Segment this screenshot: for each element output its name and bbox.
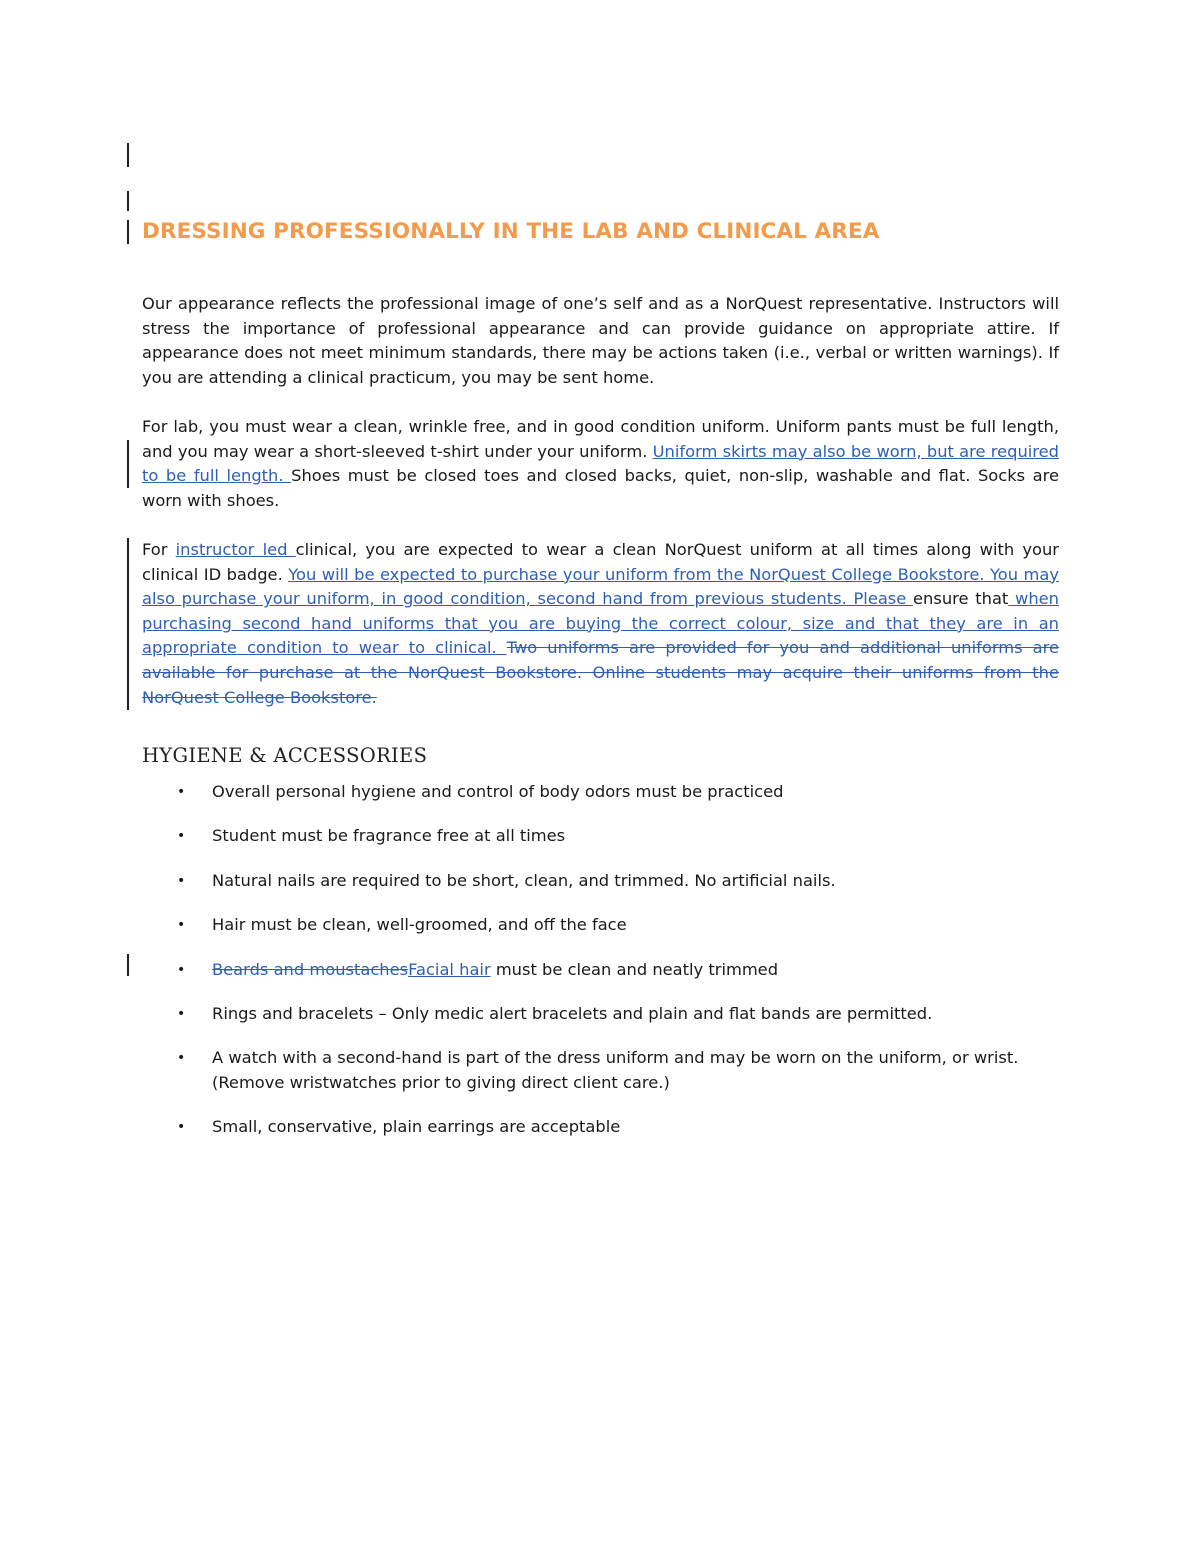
- list-item-text: Rings and bracelets – Only medic alert bracelets and plain and flat bands are permitted.: [212, 1004, 933, 1024]
- tracked-insertion: Facial hair: [408, 959, 491, 979]
- document-page: [142, 212, 1059, 1160]
- bullet-icon: •: [177, 872, 186, 889]
- paragraph-clinical-text-b: clinical, you are expected to wear a clean NorQuest uniform at all times along with your clinical ID badge.: [142, 539, 1059, 584]
- list-item: [142, 869, 1059, 894]
- bullet-icon: •: [177, 917, 186, 934]
- tracked-insertion: Uniform skirts may also be worn, but are required to be full length.: [142, 441, 1059, 486]
- list-item: [142, 780, 1059, 805]
- revision-bar-paragraph2: [127, 440, 129, 488]
- revision-bar-bullet5: [127, 954, 129, 976]
- paragraph-clinical-uniform: [142, 538, 1059, 710]
- list-item-text: must be clean and neatly trimmed: [490, 959, 779, 979]
- list-item-text: Natural nails are required to be short, clean, and trimmed. No artificial nails.: [212, 870, 836, 890]
- tracked-insertion: You will be expected to purchase your uniform from the NorQuest College Bookstore. You may also purchase your uniform, in good condition, second hand from previous students. Please: [142, 564, 1059, 609]
- paragraph-appearance: Our appearance reflects the professional image of one’s self and as a NorQuest representative. Instructors will stress the importance of professional appearance and can provide guidance on appropriate attire. If appearance does not meet minimum standards, there may be actions taken (i.e., verbal or written warnings). If you are attending a clinical practicum, you may be sent home.: [142, 294, 1059, 387]
- list-item: [142, 1046, 1059, 1095]
- paragraph-clinical-text-c: ensure that: [913, 589, 1009, 609]
- list-item-text: Small, conservative, plain earrings are acceptable: [212, 1117, 621, 1137]
- tracked-deletion: Two uniforms are provided for you and additional uniforms are available for purchase at the NorQuest Bookstore. Online students may acquire their uniforms from the NorQuest College Bookstore.: [142, 638, 1059, 707]
- paragraph-lab-text-b: Shoes must be closed toes and closed backs, quiet, non-slip, washable and flat. Socks are worn with shoes.: [142, 466, 1059, 510]
- list-item: [142, 1002, 1059, 1027]
- revision-bar-title: [127, 220, 129, 244]
- bullet-icon: •: [177, 1050, 186, 1067]
- revision-bar-title-upper: [127, 191, 129, 211]
- section-heading-hygiene: HYGIENE & ACCESSORIES: [142, 744, 428, 768]
- revision-bar-top: [127, 143, 129, 167]
- list-item-text: A watch with a second-hand is part of the dress uniform and may be worn on the uniform, or wrist. (Remove wristwatches prior to giving direct client care.): [212, 1048, 1019, 1093]
- tracked-deletion: Beards and moustaches: [212, 959, 409, 979]
- bullet-icon: •: [177, 1119, 186, 1136]
- list-item-text: Student must be fragrance free at all times: [212, 826, 566, 846]
- bullet-icon: •: [177, 784, 186, 801]
- bullet-icon: •: [177, 828, 186, 845]
- paragraph-clinical-text-a: For: [142, 539, 176, 559]
- revision-bar-paragraph3: [127, 538, 129, 710]
- document-title: DRESSING PROFESSIONALLY IN THE LAB AND CLINICAL AREA: [142, 219, 880, 244]
- hygiene-bullet-list: [142, 780, 1059, 1140]
- list-item: [142, 958, 1059, 983]
- tracked-insertion: instructor led: [175, 539, 296, 559]
- list-item: [142, 824, 1059, 849]
- paragraph-lab-uniform: [142, 415, 1059, 513]
- bullet-icon: •: [177, 1006, 186, 1023]
- list-item-text: Hair must be clean, well-groomed, and off the face: [212, 915, 627, 935]
- list-item: [142, 913, 1059, 938]
- list-item-text: Overall personal hygiene and control of body odors must be practiced: [212, 782, 784, 802]
- tracked-insertion: when purchasing second hand uniforms that you are buying the correct colour, size and that they are in an appropriate condition to wear to clinical.: [142, 589, 1059, 658]
- list-item: [142, 1115, 1059, 1140]
- paragraph-lab-text-a: For lab, you must wear a clean, wrinkle free, and in good condition uniform. Uniform pants must be full length, and you may wear a short-sleeved t-shirt under your uniform.: [142, 416, 1059, 461]
- bullet-icon: •: [177, 961, 186, 978]
